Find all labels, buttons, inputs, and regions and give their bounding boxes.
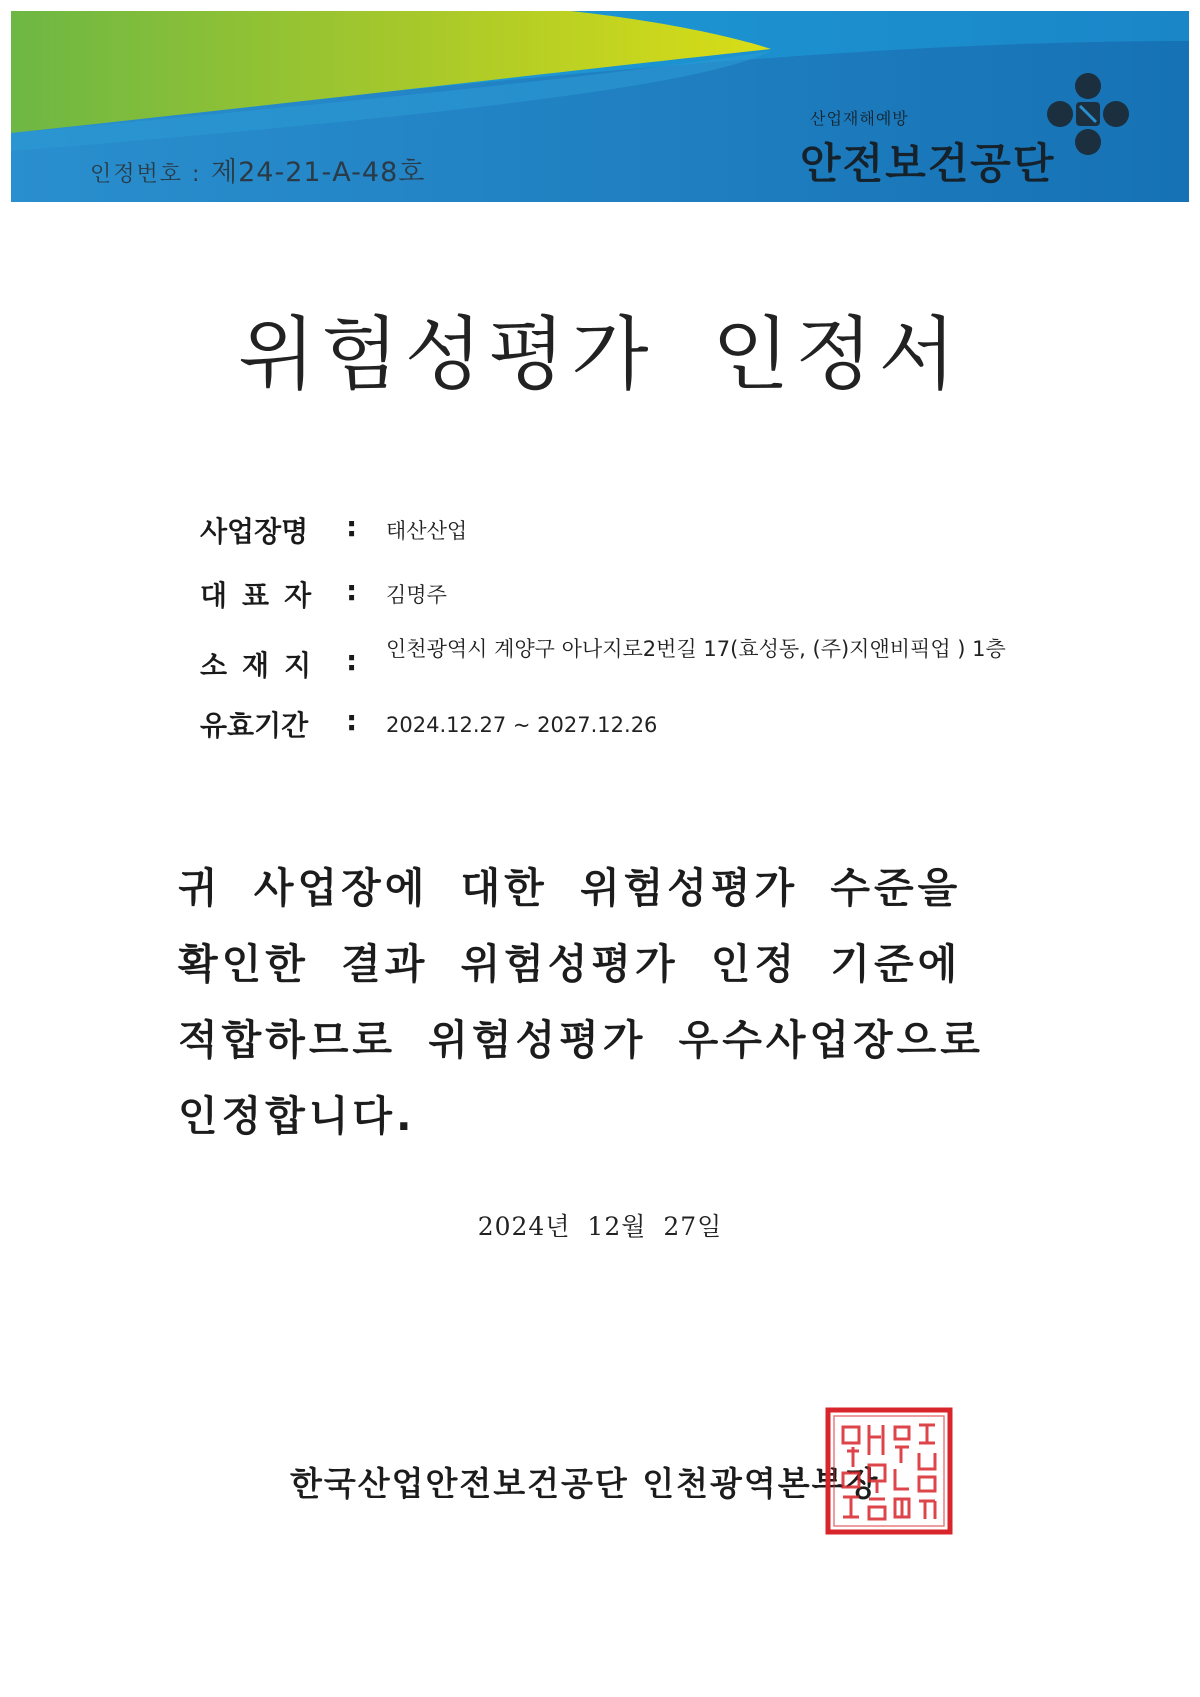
statement-line: 확인한 결과 위험성평가 인정 기준에 [178,940,962,988]
colon: : [346,574,358,607]
certificate-number-value: 제24-21-A-48호 [211,157,426,188]
business-name-row [200,510,1080,550]
seal-icon [825,1407,953,1535]
validity-row [200,704,1080,744]
business-name-value: 태산산업 [386,519,468,543]
issuer-name: 한국산업안전보건공단 인천광역본부장 [290,1464,880,1503]
statement-line: 귀 사업장에 대한 위험성평가 수준을 [178,864,962,912]
address-row [200,637,1080,700]
certification-statement [178,850,1078,1154]
representative-value: 김명주 [386,583,447,607]
colon: : [346,644,358,677]
org-name: 안전보건공단 [800,139,1056,188]
colon: : [346,704,358,737]
representative-row [200,574,1080,614]
business-name-label: 사업장명 [200,515,309,548]
issue-date: 2024년 12월 27일 [477,1212,723,1241]
address-label: 소재지 [200,649,327,682]
address-value: 인천광역시 계양구 아나지로2번길 17(효성동, (주)지앤비픽업 ) 1층 [386,637,1006,661]
official-seal [825,1407,953,1539]
statement-line: 인정합니다. [178,1092,416,1140]
colon: : [346,510,358,543]
statement-line: 적합하므로 위험성평가 우수사업장으로 [178,1016,984,1064]
org-tagline: 산업재해예방 [810,109,909,128]
kosha-cross-icon [1040,66,1136,166]
document-title: 위험성평가 인정서 [238,308,962,401]
certificate-number [90,150,425,189]
representative-label: 대표자 [200,579,327,612]
validity-label: 유효기간 [200,709,309,742]
validity-value: 2024.12.27 ~ 2027.12.26 [386,713,658,737]
certificate-number-label: 인정번호 : [90,162,202,187]
